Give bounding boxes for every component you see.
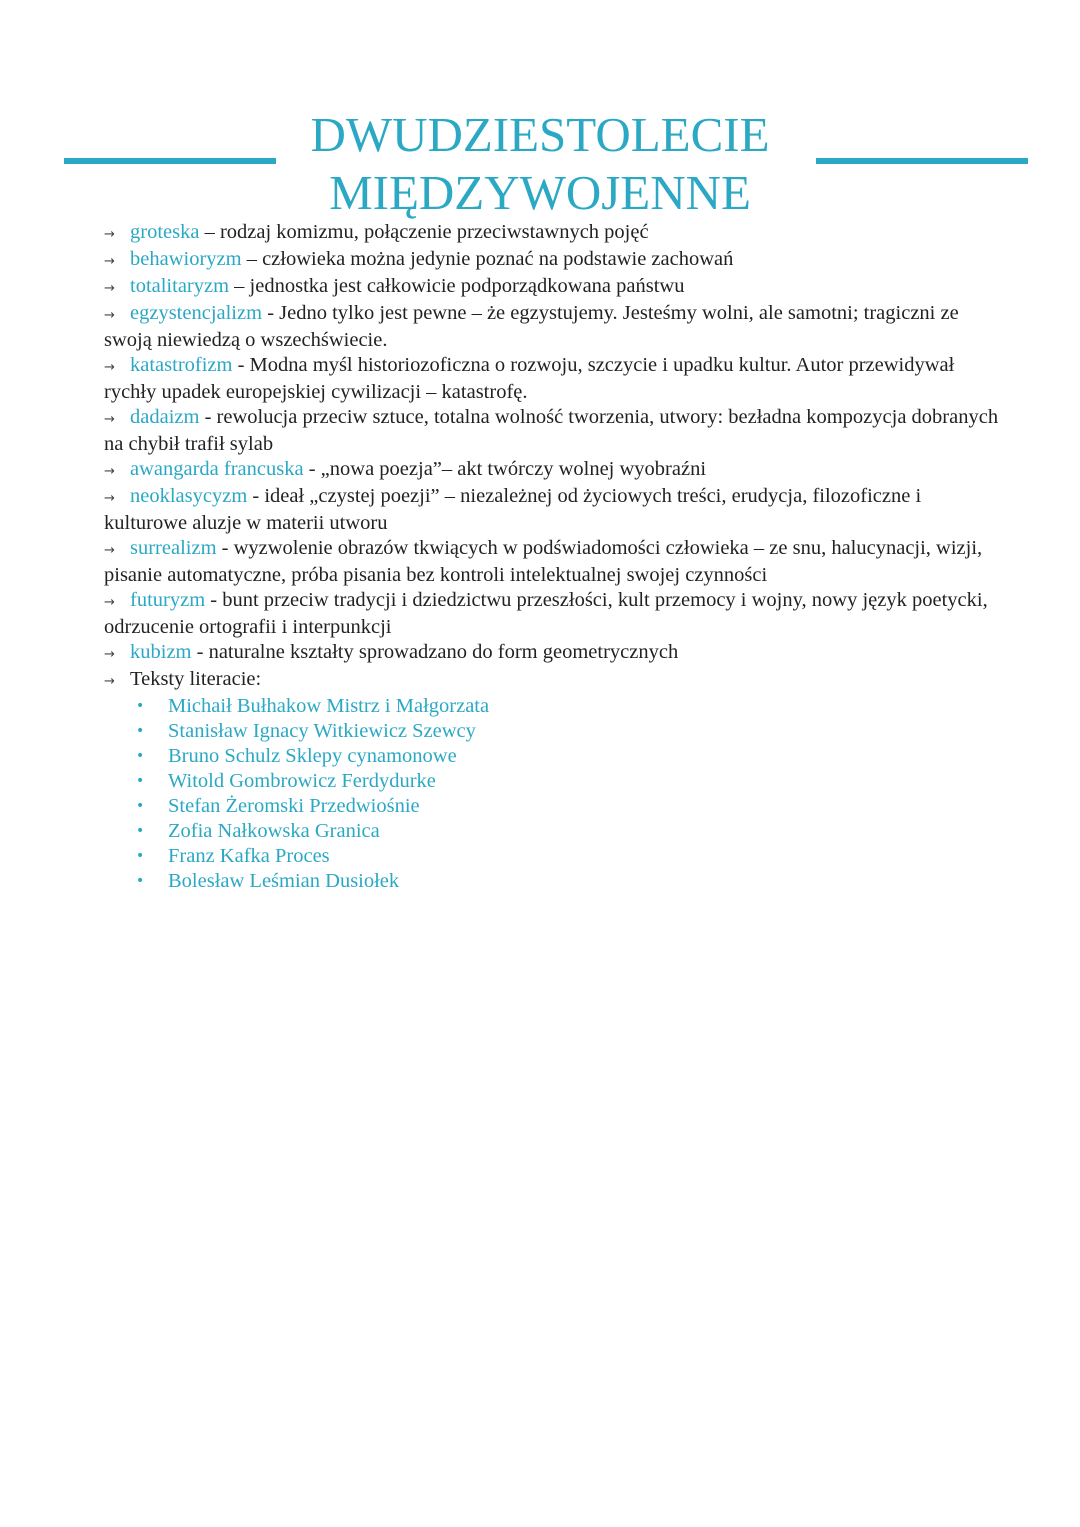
definition-text: - wyzwolenie obrazów tkwiących w podświadomości człowieka – ze snu, halucynacji, wizji, pisanie automatyczne, próba pisania bez kontroli intelektualnej swojej czynności <box>104 537 983 586</box>
definition-text: – rodzaj komizmu, połączenie przeciwstawnych pojęć <box>199 221 649 243</box>
book-title: Zofia Nałkowska Granica <box>168 820 380 842</box>
arrow-icon: → <box>104 647 115 662</box>
definition-term: neoklasycyzm <box>130 485 248 507</box>
definition-item <box>104 301 1004 353</box>
arrow-icon: → <box>104 308 115 323</box>
title-line-2: MIĘDZYWOJENNE <box>329 165 751 220</box>
definition-term: awangarda francuska <box>130 458 304 480</box>
book-title: Stefan Żeromski Przedwiośnie <box>168 795 420 817</box>
left-title-rule <box>64 158 276 164</box>
book-title: Witold Gombrowicz Ferdydurke <box>168 770 436 792</box>
bullet-icon: • <box>136 823 145 839</box>
book-title: Michaił Bułhakow Mistrz i Małgorzata <box>168 695 490 717</box>
book-list <box>104 694 1004 894</box>
definition-term: katastrofizm <box>130 354 233 376</box>
arrow-icon: → <box>104 491 115 506</box>
book-item <box>104 719 1004 744</box>
bullet-icon: • <box>136 723 145 739</box>
definition-item <box>104 405 1004 457</box>
texts-heading-item <box>104 667 1004 694</box>
book-title: Bolesław Leśmian Dusiołek <box>168 870 400 892</box>
definition-text: - „nowa poezja”– akt twórczy wolnej wyobraźni <box>303 458 707 480</box>
arrow-icon: → <box>104 360 115 375</box>
definition-item <box>104 353 1004 405</box>
texts-heading: Teksty literacie: <box>130 668 262 690</box>
title-block <box>0 106 1080 218</box>
definition-item <box>104 220 1004 247</box>
definition-text: - Modna myśl historiozoficzna o rozwoju, szczycie i upadku kultur. Autor przewidywał rychły upadek europejskiej cywilizacji – katastrofę. <box>104 354 955 403</box>
book-item <box>104 869 1004 894</box>
definition-text: - Jedno tylko jest pewne – że egzystujemy. Jesteśmy wolni, ale samotni; tragiczni ze swoją niewiedzą o wszechświecie. <box>104 302 959 351</box>
arrow-icon: → <box>104 464 115 479</box>
bullet-icon: • <box>136 798 145 814</box>
definition-text: - rewolucja przeciw sztuce, totalna wolność tworzenia, utwory: bezładna kompozycja dobranych na chybił trafił sylab <box>104 406 999 455</box>
book-title: Stanisław Ignacy Witkiewicz Szewcy <box>168 720 476 742</box>
arrow-icon: → <box>104 254 115 269</box>
definition-term: totalitaryzm <box>130 275 230 297</box>
book-item <box>104 844 1004 869</box>
definition-text: – człowieka można jedynie poznać na podstawie zachowań <box>241 248 734 270</box>
definition-term: dadaizm <box>130 406 200 428</box>
definition-term: kubizm <box>130 641 192 663</box>
definition-term: groteska <box>130 221 200 243</box>
definition-text: - bunt przeciw tradycji i dziedzictwu przeszłości, kult przemocy i wojny, nowy język poetycki, odrzucenie ortografii i interpunkcji <box>104 589 988 638</box>
right-title-rule <box>816 158 1028 164</box>
definition-item <box>104 247 1004 274</box>
book-item <box>104 694 1004 719</box>
arrow-icon: → <box>104 543 115 558</box>
notes-content <box>104 220 1004 894</box>
definition-term: surrealizm <box>130 537 217 559</box>
definition-term: egzystencjalizm <box>130 302 263 324</box>
arrow-icon: → <box>104 281 115 296</box>
book-item <box>104 744 1004 769</box>
arrow-icon: → <box>104 227 115 242</box>
bullet-icon: • <box>136 773 145 789</box>
arrow-icon: → <box>104 412 115 427</box>
definition-item <box>104 640 1004 667</box>
definition-item <box>104 536 1004 588</box>
definition-item <box>104 457 1004 484</box>
book-item <box>104 794 1004 819</box>
page-title <box>290 106 790 222</box>
definition-item <box>104 274 1004 301</box>
definition-text: - naturalne kształty sprowadzano do form geometrycznych <box>191 641 679 663</box>
definition-list <box>104 220 1004 667</box>
book-item <box>104 769 1004 794</box>
definition-text: – jednostka jest całkowicie podporządkowana państwu <box>229 275 685 297</box>
book-item <box>104 819 1004 844</box>
arrow-icon: → <box>104 595 115 610</box>
definition-item <box>104 484 1004 536</box>
definition-term: futuryzm <box>130 589 206 611</box>
title-line-1: DWUDZIESTOLECIE <box>310 107 770 162</box>
arrow-icon: → <box>104 674 115 689</box>
bullet-icon: • <box>136 748 145 764</box>
book-title: Franz Kafka Proces <box>168 845 330 867</box>
book-title: Bruno Schulz Sklepy cynamonowe <box>168 745 457 767</box>
definition-term: behawioryzm <box>130 248 242 270</box>
bullet-icon: • <box>136 848 145 864</box>
bullet-icon: • <box>136 873 145 889</box>
definition-text: - ideał „czystej poezji” – niezależnej od życiowych treści, erudycja, filozoficzne i kulturowe aluzje w materii utworu <box>104 485 922 534</box>
bullet-icon: • <box>136 698 145 714</box>
definition-item <box>104 588 1004 640</box>
